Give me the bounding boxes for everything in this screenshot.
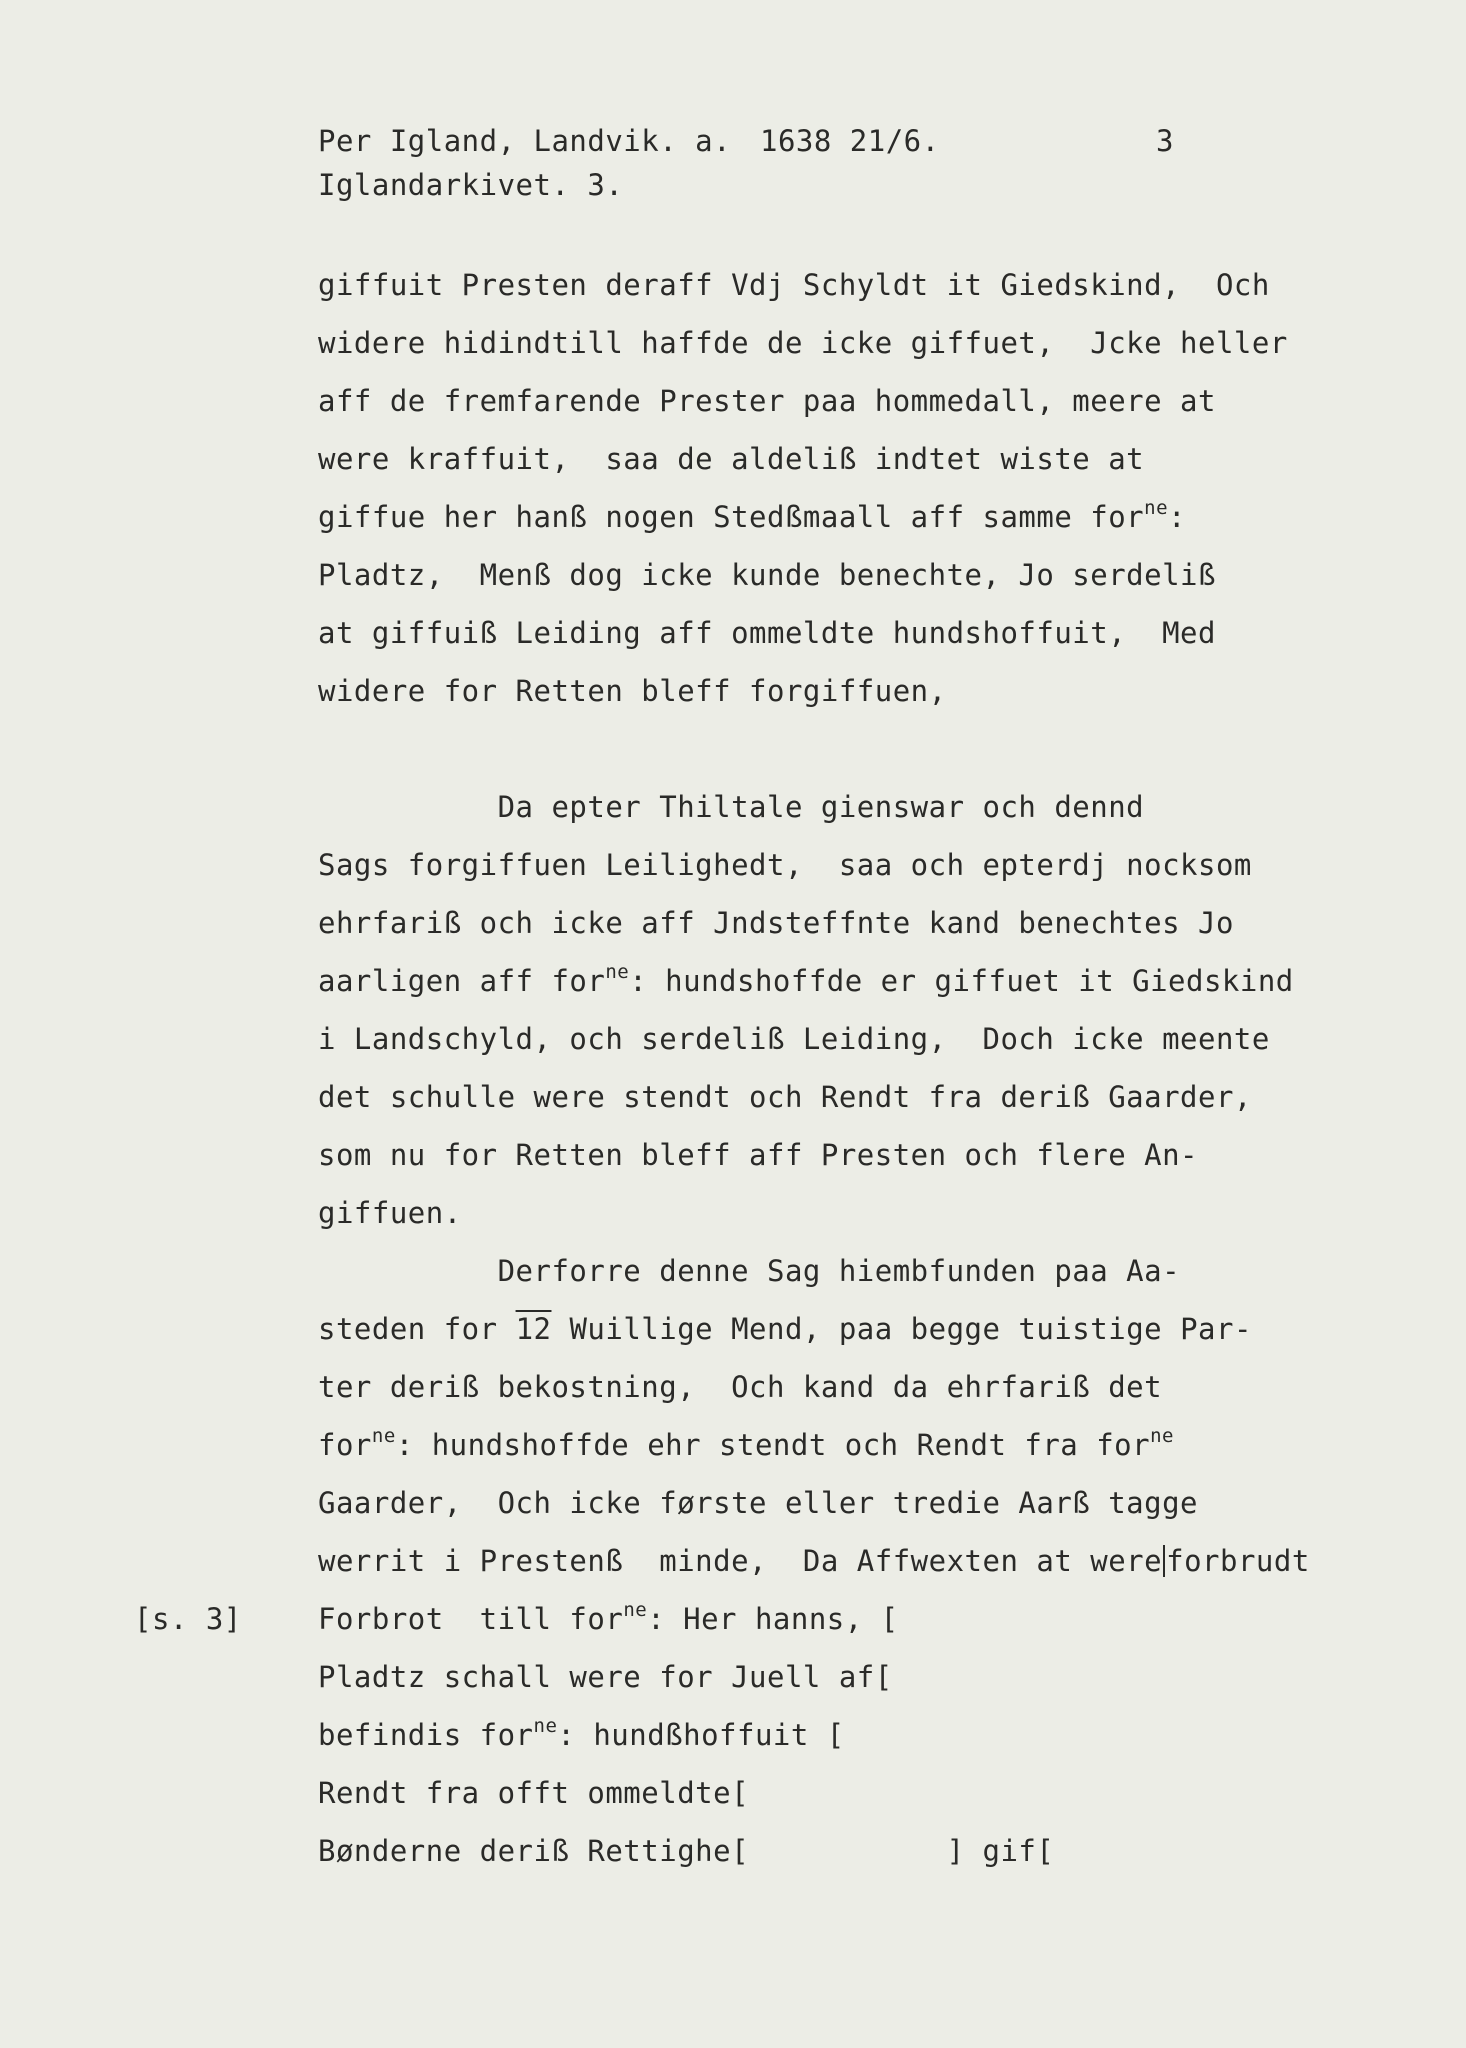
- body-line: i Landschyld, och serdeliß Leiding, Doch icke meente: [318, 1022, 1270, 1056]
- body-line: Forbrot till for$^{ne}$: Her hanns, [: [318, 1599, 899, 1636]
- margin-page-note: [s. 3]: [134, 1602, 242, 1636]
- body-line: som nu for Retten bleff aff Presten och flere An-: [318, 1138, 1199, 1172]
- body-line: Bønderne deriß Rettighe[ ] gif[: [318, 1834, 1055, 1868]
- body-line: were kraffuit, saa de aldeliß indtet wiste at: [318, 442, 1145, 476]
- body-line: Pladtz schall were for Juell af[: [318, 1660, 893, 1694]
- body-line: Rendt fra offt ommeldte[: [318, 1776, 750, 1810]
- body-line: det schulle were stendt och Rendt fra deriß Gaarder,: [318, 1080, 1252, 1114]
- body-line: for$^{ne}$: hundshoffde ehr stendt och Rendt fra for$^{ne}$: [318, 1425, 1174, 1462]
- body-line: Pladtz, Menß dog icke kunde benechte, Jo serdeliß: [318, 558, 1216, 592]
- header-date: 1638 21/6.: [760, 124, 940, 158]
- body-line: werrit i Prestenß minde, Da Affwexten at were forbrudt: [318, 1544, 1310, 1578]
- body-line: Gaarder, Och icke første eller tredie Aarß tagge: [318, 1486, 1199, 1520]
- body-line: widere hidindtill haffde de icke giffuet, Jcke heller: [318, 326, 1288, 360]
- body-line: befindis for$^{ne}$: hundßhoffuit [: [318, 1715, 845, 1752]
- body-line: widere for Retten bleff forgiffuen,: [318, 674, 947, 708]
- header-archive: Iglandarkivet. 3.: [318, 168, 624, 202]
- body-line: Sags forgiffuen Leilighedt, saa och epterdj nocksom: [318, 848, 1252, 882]
- body-line: steden for 12 Wuillige Mend, paa begge tuistige Par-: [318, 1312, 1252, 1346]
- body-line: Derforre denne Sag hiembfunden paa Aa-: [318, 1254, 1181, 1288]
- body-line: giffue her hanß nogen Stedßmaall aff samme for$^{ne}$:: [318, 497, 1186, 534]
- body-line: giffuen.: [318, 1196, 462, 1230]
- text-cursor: [1163, 1545, 1165, 1577]
- body-line: Da epter Thiltale gienswar och dennd: [318, 790, 1145, 824]
- body-line: aff de fremfarende Prester paa hommedall, meere at: [318, 384, 1216, 418]
- body-line: ter deriß bekostning, Och kand da ehrfariß det: [318, 1370, 1163, 1404]
- body-line: ehrfariß och icke aff Jndsteffnte kand benechtes Jo: [318, 906, 1234, 940]
- header-source: Per Igland, Landvik. a.: [318, 124, 732, 158]
- body-line: aarligen aff for$^{ne}$: hundshoffde er giffuet it Giedskind: [318, 961, 1294, 998]
- body-line: giffuit Presten deraff Vdj Schyldt it Giedskind, Och: [318, 268, 1270, 302]
- body-line: at giffuiß Leiding aff ommeldte hundshoffuit, Med: [318, 616, 1216, 650]
- header-page-number: 3: [1156, 124, 1174, 158]
